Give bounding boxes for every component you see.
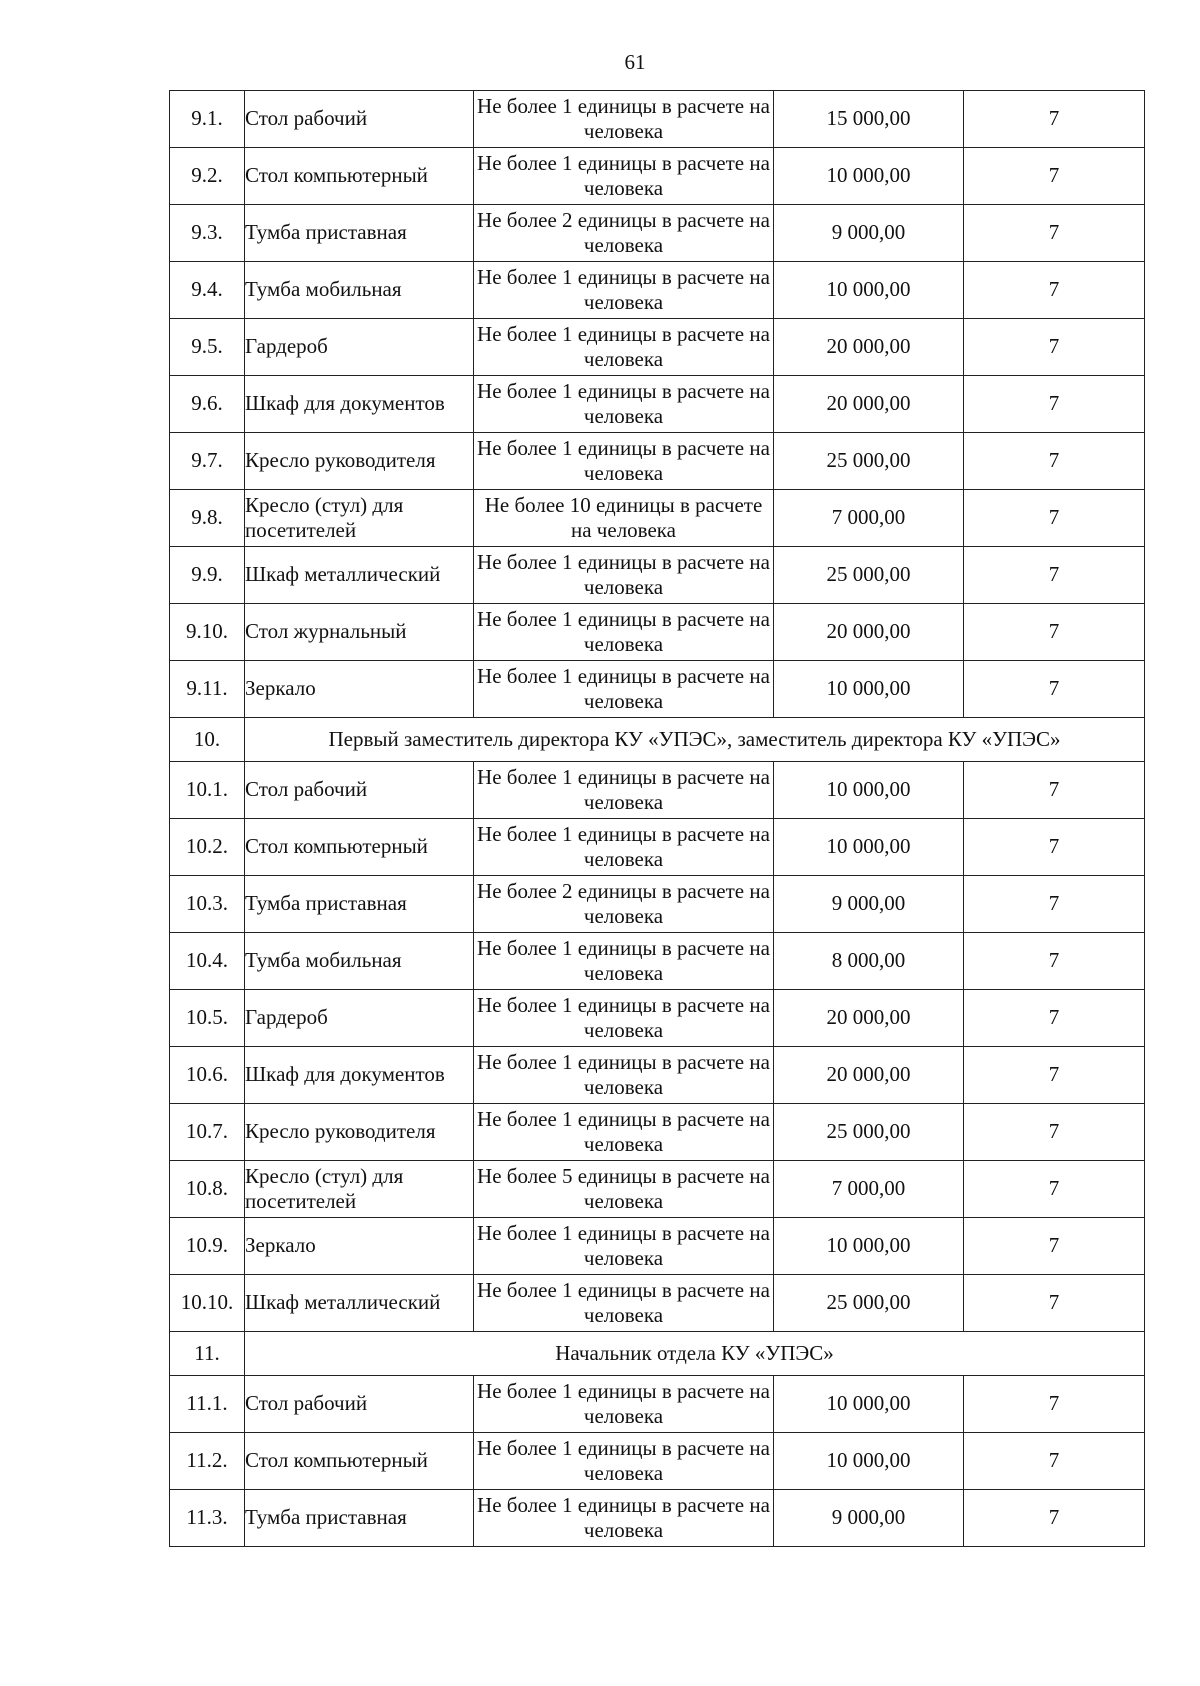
item-quantity-norm: Не более 1 единицы в расчете на человека	[474, 376, 774, 433]
item-quantity-norm: Не более 1 единицы в расчете на человека	[474, 933, 774, 990]
item-name: Стол рабочий	[245, 91, 474, 148]
item-name: Зеркало	[245, 661, 474, 718]
item-number: 10.4.	[170, 933, 245, 990]
item-quantity-norm: Не более 1 единицы в расчете на человека	[474, 1433, 774, 1490]
item-quantity-norm: Не более 1 единицы в расчете на человека	[474, 819, 774, 876]
item-name: Стол рабочий	[245, 1376, 474, 1433]
item-service-life: 7	[964, 819, 1145, 876]
item-price: 9 000,00	[774, 1490, 964, 1547]
item-number: 9.1.	[170, 91, 245, 148]
item-price: 20 000,00	[774, 319, 964, 376]
table-row	[170, 1047, 1145, 1104]
item-number: 10.6.	[170, 1047, 245, 1104]
item-name: Тумба приставная	[245, 1490, 474, 1547]
item-price: 10 000,00	[774, 819, 964, 876]
table-row	[170, 604, 1145, 661]
item-price: 25 000,00	[774, 1104, 964, 1161]
table-row	[170, 1104, 1145, 1161]
item-price: 20 000,00	[774, 1047, 964, 1104]
item-price: 9 000,00	[774, 876, 964, 933]
item-name: Стол компьютерный	[245, 1433, 474, 1490]
item-number: 9.5.	[170, 319, 245, 376]
item-service-life: 7	[964, 604, 1145, 661]
page-number: 61	[624, 50, 646, 74]
item-price: 20 000,00	[774, 990, 964, 1047]
item-quantity-norm: Не более 1 единицы в расчете на человека	[474, 1104, 774, 1161]
section-title: Начальник отдела КУ «УПЭС»	[245, 1332, 1145, 1376]
item-number: 10.5.	[170, 990, 245, 1047]
item-number: 10.3.	[170, 876, 245, 933]
table-row	[170, 319, 1145, 376]
item-price: 25 000,00	[774, 547, 964, 604]
item-quantity-norm: Не более 10 единицы в расчете на человека	[474, 490, 774, 547]
item-price: 25 000,00	[774, 1275, 964, 1332]
item-quantity-norm: Не более 1 единицы в расчете на человека	[474, 990, 774, 1047]
item-number: 10.7.	[170, 1104, 245, 1161]
item-name: Стол журнальный	[245, 604, 474, 661]
item-service-life: 7	[964, 490, 1145, 547]
item-service-life: 7	[964, 933, 1145, 990]
item-quantity-norm: Не более 1 единицы в расчете на человека	[474, 762, 774, 819]
item-price: 10 000,00	[774, 1376, 964, 1433]
item-quantity-norm: Не более 1 единицы в расчете на человека	[474, 1490, 774, 1547]
table-row	[170, 148, 1145, 205]
item-price: 10 000,00	[774, 661, 964, 718]
item-number: 10.9.	[170, 1218, 245, 1275]
table-row	[170, 1161, 1145, 1218]
item-service-life: 7	[964, 1376, 1145, 1433]
item-name: Тумба мобильная	[245, 933, 474, 990]
item-price: 10 000,00	[774, 1218, 964, 1275]
item-name: Кресло (стул) для посетителей	[245, 490, 474, 547]
item-name: Кресло руководителя	[245, 433, 474, 490]
item-number: 9.10.	[170, 604, 245, 661]
item-quantity-norm: Не более 1 единицы в расчете на человека	[474, 262, 774, 319]
item-quantity-norm: Не более 1 единицы в расчете на человека	[474, 547, 774, 604]
section-number: 11.	[170, 1332, 245, 1376]
item-number: 9.7.	[170, 433, 245, 490]
item-price: 7 000,00	[774, 1161, 964, 1218]
item-name: Гардероб	[245, 990, 474, 1047]
item-service-life: 7	[964, 1104, 1145, 1161]
item-number: 11.1.	[170, 1376, 245, 1433]
item-price: 8 000,00	[774, 933, 964, 990]
item-quantity-norm: Не более 1 единицы в расчете на человека	[474, 91, 774, 148]
item-number: 10.2.	[170, 819, 245, 876]
item-quantity-norm: Не более 1 единицы в расчете на человека	[474, 1218, 774, 1275]
item-service-life: 7	[964, 91, 1145, 148]
section-row	[170, 1332, 1145, 1376]
item-quantity-norm: Не более 1 единицы в расчете на человека	[474, 604, 774, 661]
item-name: Стол рабочий	[245, 762, 474, 819]
item-quantity-norm: Не более 5 единицы в расчете на человека	[474, 1161, 774, 1218]
item-number: 9.11.	[170, 661, 245, 718]
item-name: Шкаф для документов	[245, 1047, 474, 1104]
item-price: 15 000,00	[774, 91, 964, 148]
table-row	[170, 1218, 1145, 1275]
item-service-life: 7	[964, 1490, 1145, 1547]
furniture-norms-table	[169, 90, 1145, 1547]
table-row	[170, 819, 1145, 876]
item-name: Тумба мобильная	[245, 262, 474, 319]
item-price: 10 000,00	[774, 1433, 964, 1490]
table-row	[170, 205, 1145, 262]
table-row	[170, 1490, 1145, 1547]
item-name: Кресло (стул) для посетителей	[245, 1161, 474, 1218]
table-row	[170, 490, 1145, 547]
item-service-life: 7	[964, 1433, 1145, 1490]
item-service-life: 7	[964, 762, 1145, 819]
item-number: 9.4.	[170, 262, 245, 319]
item-price: 9 000,00	[774, 205, 964, 262]
table-row	[170, 376, 1145, 433]
table-row	[170, 433, 1145, 490]
table-row	[170, 1275, 1145, 1332]
table-body	[170, 91, 1145, 1547]
item-service-life: 7	[964, 1047, 1145, 1104]
item-name: Шкаф для документов	[245, 376, 474, 433]
item-quantity-norm: Не более 1 единицы в расчете на человека	[474, 433, 774, 490]
item-quantity-norm: Не более 1 единицы в расчете на человека	[474, 1376, 774, 1433]
item-service-life: 7	[964, 148, 1145, 205]
item-service-life: 7	[964, 1161, 1145, 1218]
item-quantity-norm: Не более 1 единицы в расчете на человека	[474, 319, 774, 376]
table-row	[170, 661, 1145, 718]
item-price: 10 000,00	[774, 148, 964, 205]
item-number: 10.8.	[170, 1161, 245, 1218]
item-price: 20 000,00	[774, 604, 964, 661]
item-number: 9.8.	[170, 490, 245, 547]
section-title: Первый заместитель директора КУ «УПЭС», заместитель директора КУ «УПЭС»	[245, 718, 1145, 762]
item-name: Стол компьютерный	[245, 148, 474, 205]
item-number: 9.3.	[170, 205, 245, 262]
item-number: 10.10.	[170, 1275, 245, 1332]
table-row	[170, 262, 1145, 319]
item-number: 11.3.	[170, 1490, 245, 1547]
item-price: 7 000,00	[774, 490, 964, 547]
item-service-life: 7	[964, 319, 1145, 376]
item-quantity-norm: Не более 1 единицы в расчете на человека	[474, 1047, 774, 1104]
item-price: 10 000,00	[774, 262, 964, 319]
item-name: Шкаф металлический	[245, 1275, 474, 1332]
section-number: 10.	[170, 718, 245, 762]
item-number: 10.1.	[170, 762, 245, 819]
table-row	[170, 876, 1145, 933]
item-service-life: 7	[964, 433, 1145, 490]
table-row	[170, 990, 1145, 1047]
item-service-life: 7	[964, 547, 1145, 604]
section-row	[170, 718, 1145, 762]
item-service-life: 7	[964, 376, 1145, 433]
item-service-life: 7	[964, 1275, 1145, 1332]
item-number: 11.2.	[170, 1433, 245, 1490]
item-quantity-norm: Не более 1 единицы в расчете на человека	[474, 1275, 774, 1332]
item-service-life: 7	[964, 876, 1145, 933]
table-row	[170, 1433, 1145, 1490]
item-name: Шкаф металлический	[245, 547, 474, 604]
item-service-life: 7	[964, 262, 1145, 319]
item-quantity-norm: Не более 2 единицы в расчете на человека	[474, 205, 774, 262]
item-service-life: 7	[964, 205, 1145, 262]
item-name: Тумба приставная	[245, 205, 474, 262]
item-price: 25 000,00	[774, 433, 964, 490]
item-price: 10 000,00	[774, 762, 964, 819]
item-number: 9.2.	[170, 148, 245, 205]
item-name: Зеркало	[245, 1218, 474, 1275]
item-price: 20 000,00	[774, 376, 964, 433]
item-name: Кресло руководителя	[245, 1104, 474, 1161]
table-row	[170, 1376, 1145, 1433]
item-quantity-norm: Не более 1 единицы в расчете на человека	[474, 148, 774, 205]
item-name: Тумба приставная	[245, 876, 474, 933]
table-row	[170, 933, 1145, 990]
item-quantity-norm: Не более 1 единицы в расчете на человека	[474, 661, 774, 718]
item-quantity-norm: Не более 2 единицы в расчете на человека	[474, 876, 774, 933]
item-number: 9.6.	[170, 376, 245, 433]
table-row	[170, 762, 1145, 819]
item-name: Гардероб	[245, 319, 474, 376]
item-number: 9.9.	[170, 547, 245, 604]
item-service-life: 7	[964, 990, 1145, 1047]
table-row	[170, 91, 1145, 148]
table-row	[170, 547, 1145, 604]
item-name: Стол компьютерный	[245, 819, 474, 876]
item-service-life: 7	[964, 661, 1145, 718]
item-service-life: 7	[964, 1218, 1145, 1275]
